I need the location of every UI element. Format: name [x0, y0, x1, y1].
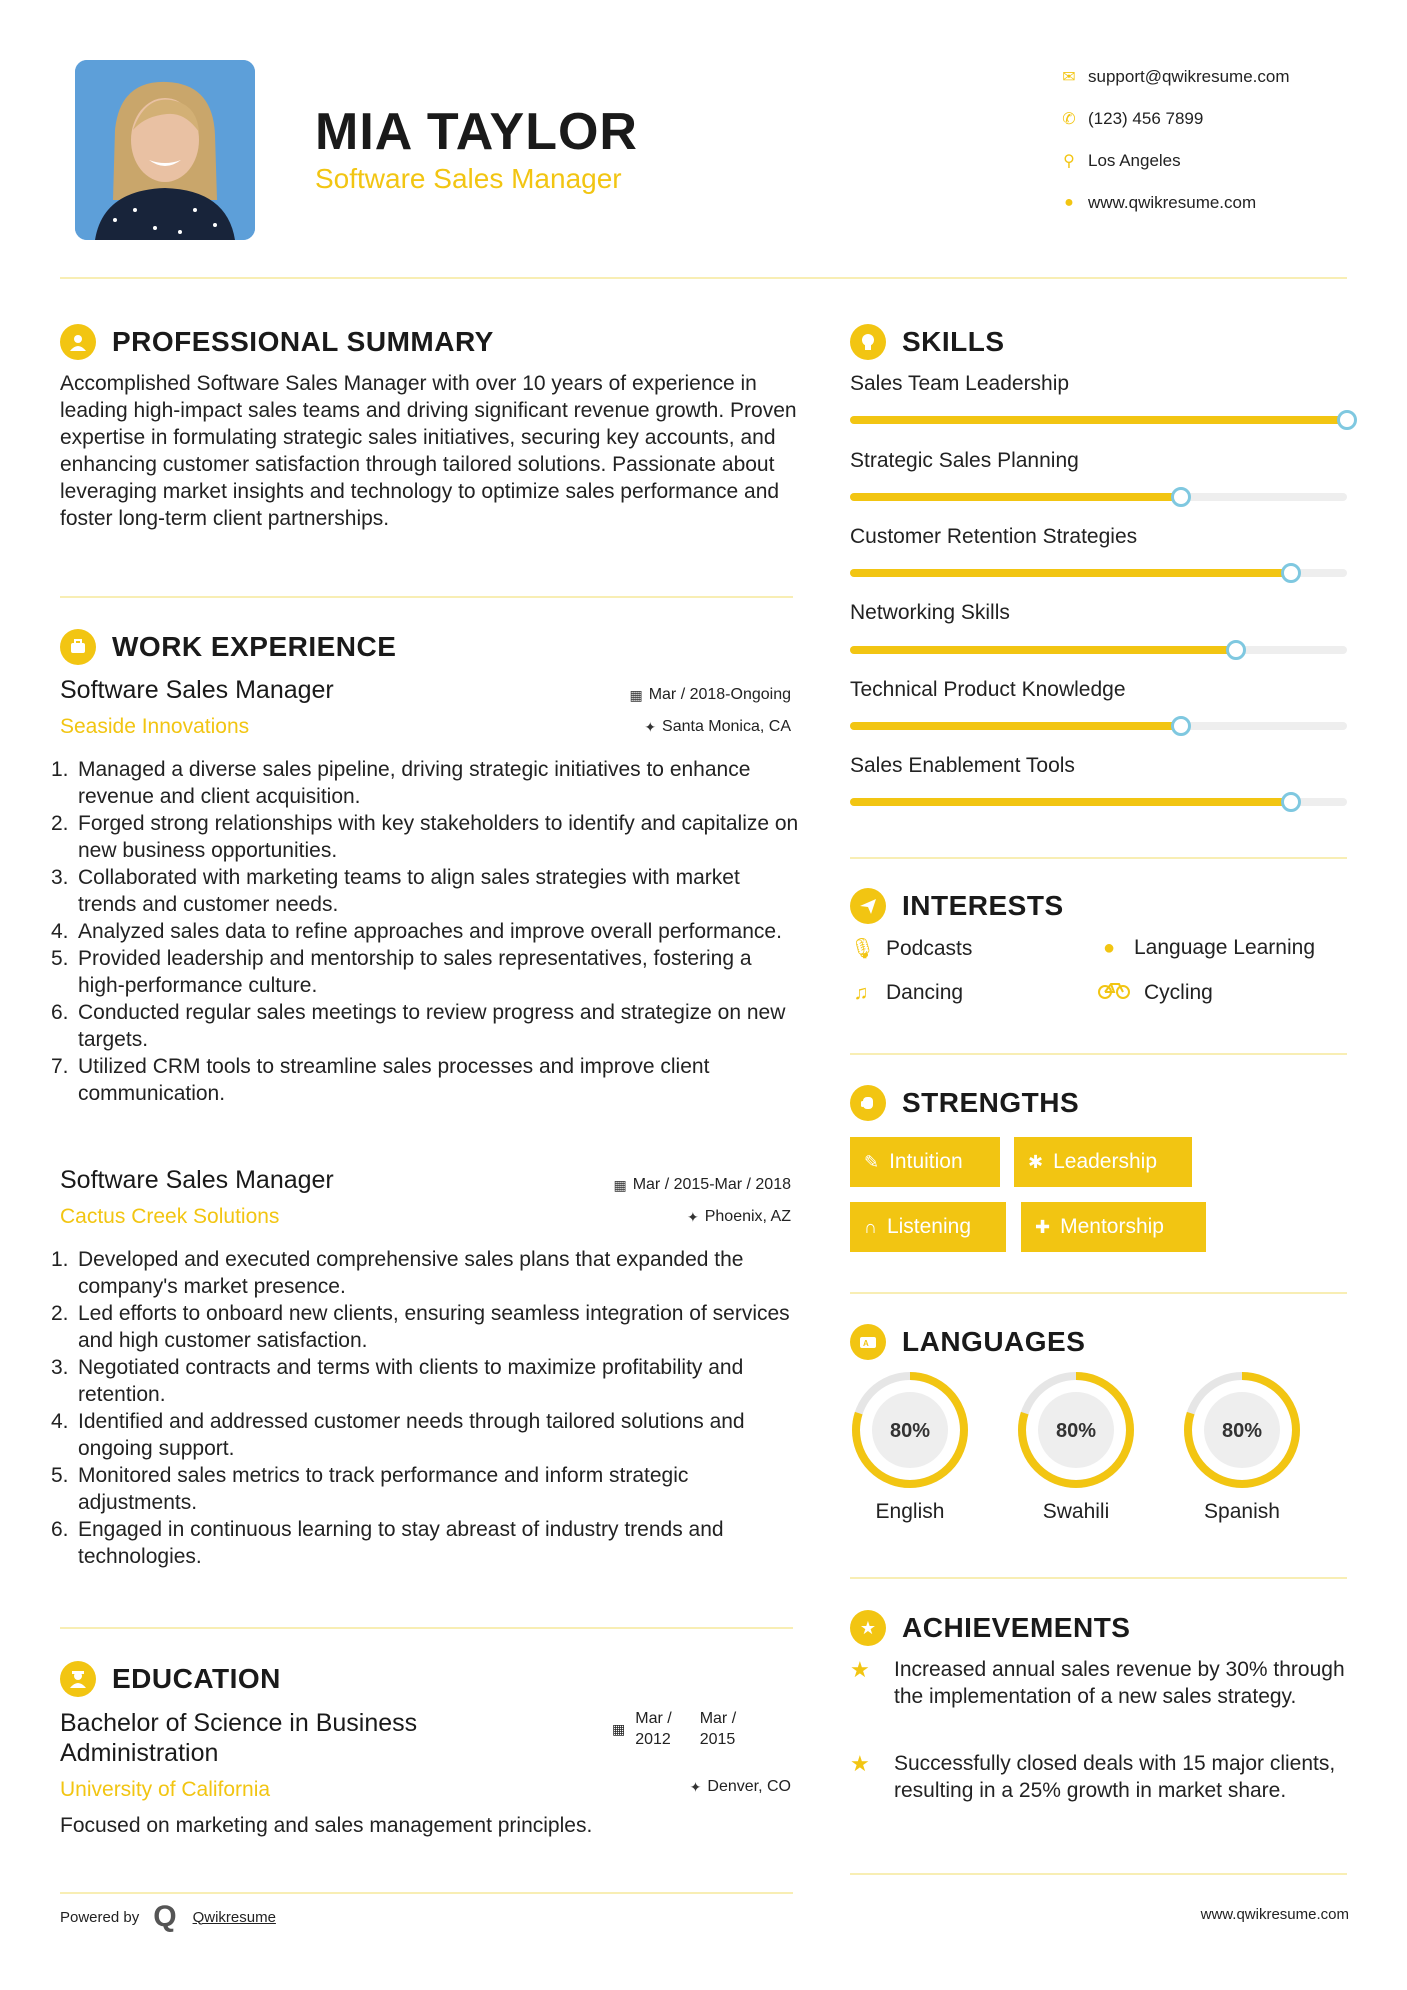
- candidate-role: Software Sales Manager: [315, 163, 622, 194]
- job-company: Cactus Creek Solutions: [60, 1205, 280, 1228]
- star-icon: ★: [850, 1751, 870, 1776]
- hand-icon: [850, 1085, 886, 1121]
- candidate-name: MIA TAYLOR: [315, 103, 638, 161]
- profile-photo: [75, 60, 255, 240]
- strength-tag: ✚ Mentorship: [1021, 1202, 1206, 1252]
- skill-bar-handle: [1337, 410, 1357, 430]
- achievement-item: ★ Successfully closed deals with 15 major clients, resulting in a 25% growth in market share.: [850, 1751, 1336, 1802]
- interests-divider: [850, 1053, 1347, 1055]
- contact-website[interactable]: ● www.qwikresume.com: [1050, 182, 1380, 224]
- phone-icon: ✆: [1062, 111, 1076, 128]
- footer-site-link[interactable]: www.qwikresume.com: [1200, 1906, 1349, 1923]
- list-item: 1. Managed a diverse sales pipeline, driving strategic initiatives to enhance revenue and client acquisition.: [51, 758, 751, 808]
- skills-heading: SKILLS: [850, 324, 1005, 360]
- job-duties: [51, 756, 803, 1107]
- calendar-icon: ▦: [613, 1176, 627, 1193]
- language-item: [1016, 1370, 1136, 1524]
- list-item: 5. Provided leadership and mentorship to sales representatives, fostering a high-performance culture.: [51, 947, 752, 997]
- music-note-icon: ♫: [853, 981, 869, 1004]
- language-name: English: [875, 1500, 945, 1523]
- interest-item: 🎙︎ Podcasts: [850, 936, 973, 960]
- job-dates: ▦ Mar / 2018-Ongoing: [629, 686, 791, 703]
- skill-label: Technical Product Knowledge: [850, 678, 1126, 701]
- language-item: [850, 1370, 970, 1524]
- calendar-icon: ▦: [612, 1720, 626, 1737]
- map-pin-icon: ⚲: [1063, 153, 1075, 170]
- job-title: Software Sales Manager: [60, 1166, 334, 1194]
- language-percent: 80%: [889, 1420, 931, 1442]
- skill-bar-handle: [1226, 640, 1246, 660]
- summary-heading: PROFESSIONAL SUMMARY: [60, 324, 494, 360]
- interest-item: Cycling: [1098, 981, 1213, 1005]
- skill-bar-fill: [850, 493, 1181, 501]
- language-item: [1182, 1370, 1302, 1524]
- graduate-icon: [60, 1661, 96, 1697]
- skill-bar-fill: [850, 798, 1291, 806]
- list-item: 6. Engaged in continuous learning to stay abreast of industry trends and technologies.: [51, 1518, 724, 1568]
- experience-divider: [60, 1627, 793, 1629]
- list-item: 2. Led efforts to onboard new clients, ensuring seamless integration of services and high customer satisfaction.: [51, 1302, 790, 1352]
- envelope-icon: ✉: [1062, 69, 1076, 86]
- contact-email[interactable]: ✉ support@qwikresume.com: [1050, 56, 1380, 98]
- globe-icon: ●: [1102, 936, 1116, 959]
- skill-label: Sales Enablement Tools: [850, 754, 1075, 777]
- education-dates: ▦ Mar / 2012 Mar / 2015: [612, 1710, 737, 1748]
- job-dates: ▦ Mar / 2015-Mar / 2018: [613, 1176, 791, 1193]
- strength-tag: ✱ Leadership: [1014, 1137, 1192, 1187]
- job-title: Software Sales Manager: [60, 676, 334, 704]
- magic-wand-icon: ✎: [864, 1151, 880, 1172]
- skills-divider: [850, 857, 1347, 859]
- star-badge-icon: ★: [850, 1610, 886, 1646]
- summary-text: Accomplished Software Sales Manager with over 10 years of experience in leading high-impact sales teams and driving significant revenue growth. Proven expertise in formulating strategic sales initiatives, securing key accounts, and enhancing customer satisfaction through tailored solutions. Passionate about leveraging market insights and technology to optimize sales performance and foster long-term client partnerships.: [60, 372, 797, 530]
- strengths-heading: STRENGTHS: [850, 1085, 1079, 1121]
- education-location: ✦ Denver, CO: [689, 1778, 791, 1795]
- skill-bar-fill: [850, 722, 1181, 730]
- skill-bar-handle: [1281, 563, 1301, 583]
- strength-tag: ✎ Intuition: [850, 1137, 1000, 1187]
- svg-text:A: A: [863, 1339, 869, 1348]
- list-item: 4. Identified and addressed customer needs through tailored solutions and ongoing support.: [51, 1410, 745, 1460]
- language-icon: [850, 1324, 886, 1360]
- job-location: ✦ Santa Monica, CA: [644, 718, 791, 735]
- strengths-divider: [850, 1292, 1347, 1294]
- degree-title: Bachelor of Science in Business Administration: [60, 1709, 418, 1767]
- job-company: Seaside Innovations: [60, 715, 250, 738]
- list-item: 3. Negotiated contracts and terms with clients to maximize profitability and retention.: [51, 1356, 744, 1406]
- microphone-icon: 🎙︎: [850, 938, 876, 960]
- school-name: University of California: [60, 1778, 271, 1801]
- skill-bar: [850, 569, 1347, 577]
- lightbulb-icon: [850, 324, 886, 360]
- skill-bar-fill: [850, 646, 1236, 654]
- skill-bar: [850, 493, 1347, 501]
- pin-icon: ✦: [689, 1778, 702, 1795]
- skill-bar: [850, 798, 1347, 806]
- brand-link[interactable]: Qwikresume: [192, 1908, 276, 1926]
- skill-bar: [850, 646, 1347, 654]
- languages-divider: [850, 1577, 1347, 1579]
- user-icon: [60, 324, 96, 360]
- achievements-heading: ★ ACHIEVEMENTS: [850, 1610, 1130, 1646]
- headphones-icon: ∩: [864, 1216, 877, 1237]
- interest-item: ● Language Learning: [1098, 936, 1315, 960]
- skill-bar-handle: [1171, 716, 1191, 736]
- job-duties: [51, 1246, 803, 1570]
- job-location: ✦ Phoenix, AZ: [686, 1208, 791, 1225]
- footer-powered-by: Powered by Q Qwikresume: [60, 1900, 276, 1933]
- qwikresume-logo-icon: Q: [153, 1900, 177, 1933]
- achievements-divider: [850, 1873, 1347, 1875]
- list-item: 4. Analyzed sales data to refine approaches and improve overall performance.: [51, 920, 782, 943]
- skill-bar: [850, 416, 1347, 424]
- interests-heading: INTERESTS: [850, 888, 1064, 924]
- contact-location: ⚲ Los Angeles: [1050, 140, 1380, 182]
- language-percent: 80%: [1221, 1420, 1263, 1442]
- globe-icon: ●: [1064, 194, 1074, 211]
- skill-bar-handle: [1171, 487, 1191, 507]
- summary-divider: [60, 596, 793, 598]
- language-percent: 80%: [1055, 1420, 1097, 1442]
- users-icon: ✱: [1028, 1151, 1044, 1172]
- list-item: 7. Utilized CRM tools to streamline sales processes and improve client communication.: [51, 1055, 710, 1105]
- list-item: 6. Conducted regular sales meetings to review progress and strategize on new targets.: [51, 1001, 786, 1051]
- calendar-icon: ▦: [629, 686, 643, 703]
- list-item: 3. Collaborated with marketing teams to align sales strategies with market trends and customer needs.: [51, 866, 740, 916]
- list-item: 2. Forged strong relationships with key stakeholders to identify and capitalize on new business opportunities.: [51, 812, 799, 862]
- paper-plane-icon: [850, 888, 886, 924]
- skill-bar-fill: [850, 569, 1291, 577]
- header-divider: [60, 277, 1347, 279]
- language-name: Swahili: [1042, 1500, 1110, 1523]
- contact-list: [1050, 56, 1380, 224]
- bicycle-icon: [1098, 981, 1130, 1005]
- languages-heading: A LANGUAGES: [850, 1324, 1085, 1360]
- user-plus-icon: ✚: [1035, 1216, 1051, 1237]
- achievement-item: ★ Increased annual sales revenue by 30% through the implementation of a new sales strategy.: [850, 1657, 1345, 1708]
- interest-item: ♫ Dancing: [850, 981, 963, 1005]
- education-divider: [60, 1892, 793, 1894]
- skill-label: Strategic Sales Planning: [850, 449, 1079, 472]
- skill-label: Sales Team Leadership: [850, 372, 1070, 395]
- briefcase-icon: [60, 629, 96, 665]
- education-note: Focused on marketing and sales management principles.: [60, 1814, 593, 1837]
- star-icon: ★: [850, 1657, 870, 1682]
- skill-bar-fill: [850, 416, 1347, 424]
- pin-icon: ✦: [686, 1208, 699, 1225]
- experience-heading: WORK EXPERIENCE: [60, 629, 396, 665]
- skill-bar-handle: [1281, 792, 1301, 812]
- contact-phone: ✆ (123) 456 7899: [1050, 98, 1380, 140]
- pin-icon: ✦: [644, 718, 657, 735]
- strength-tag: ∩ Listening: [850, 1202, 1006, 1252]
- skill-bar: [850, 722, 1347, 730]
- language-name: Spanish: [1204, 1500, 1280, 1523]
- skill-label: Networking Skills: [850, 601, 1010, 624]
- skill-label: Customer Retention Strategies: [850, 525, 1138, 548]
- list-item: 5. Monitored sales metrics to track performance and inform strategic adjustments.: [51, 1464, 689, 1514]
- list-item: 1. Developed and executed comprehensive sales plans that expanded the company's market presence.: [51, 1248, 744, 1298]
- education-heading: EDUCATION: [60, 1661, 281, 1697]
